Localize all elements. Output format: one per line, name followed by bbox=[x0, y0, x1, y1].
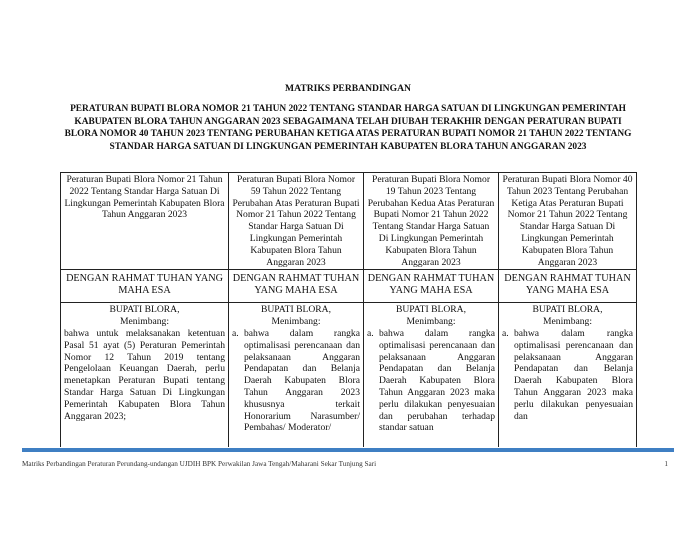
rahmat-cell: DENGAN RAHMAT TUHAN YANG MAHA ESA bbox=[364, 270, 499, 303]
menimbang-heading: Menimbang: bbox=[406, 316, 456, 328]
item-label: a. bbox=[232, 327, 239, 339]
menimbang-cell bbox=[364, 303, 499, 447]
table-header-cell: Peraturan Bupati Blora Nomor 21 Tahun 2022 Tentang Standar Harga Satuan Di Lingkungan Pemerintah Kabupaten Blora Tahun Anggaran 2023 bbox=[61, 173, 229, 270]
menimbang-text: bahwa dalam rangka optimalisasi perencanaan dan pelaksanaan Anggaran Pendapatan dan Belanja Daerah Kabupaten Blora Tahun Anggaran 2023 khususnya terkait Honorarium Narasumber/ Pembahas/ Moderator/ bbox=[244, 327, 360, 434]
page-number: 1 bbox=[664, 460, 668, 468]
menimbang-row bbox=[61, 303, 637, 447]
menimbang-heading: Menimbang: bbox=[542, 316, 593, 328]
item-label: a. bbox=[502, 327, 509, 339]
page-footer bbox=[22, 460, 674, 468]
menimbang-text: bahwa untuk melaksanakan ketentuan Pasal 51 ayat (5) Peraturan Pemerintah Nomor 12 Tahun 2019 tentang Pengelolaan Keuangan Daerah, perlu menetapkan Peraturan Bupati tentang Standar Harga Satuan Di Lingkungan Pemerintah Kabupaten Blora Tahun Anggaran 2023; bbox=[64, 327, 225, 422]
bupati-heading: BUPATI BLORA, bbox=[532, 304, 603, 316]
menimbang-heading: Menimbang: bbox=[271, 316, 321, 328]
rahmat-cell: DENGAN RAHMAT TUHAN YANG MAHA ESA bbox=[499, 270, 637, 303]
menimbang-cell bbox=[61, 303, 229, 447]
document-title: MATRIKS PERBANDINGAN bbox=[285, 83, 411, 94]
rahmat-cell: DENGAN RAHMAT TUHAN YANG MAHA ESA bbox=[61, 270, 229, 303]
menimbang-text: bahwa dalam rangka optimalisasi perencanaan dan pelaksanaan Anggaran Pendapatan dan Belanja Daerah Kabupaten Blora Tahun Anggaran 2023 maka perlu dilakukan penyesuaian dan bbox=[514, 327, 633, 422]
menimbang-cell bbox=[499, 303, 637, 447]
menimbang-text: bahwa dalam rangka optimalisasi perencanaan dan pelaksanaan Anggaran Pendapatan dan Belanja Daerah Kabupaten Blora Tahun Anggaran 2023 maka perlu dilakukan penyesuaian dan perubahan terhadap standar satuan bbox=[379, 327, 495, 434]
footer-text: Matriks Perbandingan Peraturan Perundang-undangan UJDIH BPK Perwakilan Jawa Tengah/Maharani Sekar Tunjung Sari bbox=[22, 460, 377, 468]
bupati-heading: BUPATI BLORA, bbox=[109, 304, 180, 316]
menimbang-heading: Menimbang: bbox=[119, 316, 170, 328]
rahmat-row bbox=[61, 270, 637, 303]
document-subtitle: PERATURAN BUPATI BLORA NOMOR 21 TAHUN 2022 TENTANG STANDAR HARGA SATUAN DI LINGKUNGAN PEMERINTAH KABUPATEN BLORA TAHUN ANGGARAN 2023 SEBAGAIMANA TELAH DIUBAH TERAKHIR DENGAN PERATURAN BUPATI BLORA NOMOR 40 TAHUN 2023 TENTANG PERUBAHAN KETIGA ATAS PERATURAN BUPATI NOMOR 21 TAHUN 2022 TENTANG STANDAR HARGA SATUAN DI LINGKUNGAN PEMERINTAH KABUPATEN BLORA TAHUN ANGGARAN 2023 bbox=[64, 104, 632, 152]
menimbang-cell bbox=[229, 303, 364, 447]
table-header-row bbox=[61, 173, 637, 270]
bupati-heading: BUPATI BLORA, bbox=[395, 304, 466, 316]
item-label: a. bbox=[367, 327, 374, 339]
comparison-table bbox=[60, 172, 637, 447]
table-header-cell: Peraturan Bupati Blora Nomor 19 Tahun 2023 Tentang Perubahan Kedua Atas Peraturan Bupati Nomor 21 Tahun 2022 Tentang Standar Harga Satuan Di Lingkungan Pemerintah Kabupaten Blora Tahun Anggaran 2023 bbox=[364, 173, 499, 270]
footer-rule bbox=[22, 448, 674, 452]
table-header-cell: Peraturan Bupati Blora Nomor 59 Tahun 2022 Tentang Perubahan Atas Peraturan Bupati Nomor 21 Tahun 2022 Tentang Standar Harga Satuan Di Lingkungan Pemerintah Kabupaten Blora Tahun Anggaran 2023 bbox=[229, 173, 364, 270]
table-header-cell: Peraturan Bupati Blora Nomor 40 Tahun 2023 Tentang Perubahan Ketiga Atas Peraturan Bupati Nomor 21 Tahun 2022 Tentang Standar Harga Satuan Di Lingkungan Pemerintah Kabupaten Blora Tahun Anggaran 2023 bbox=[499, 173, 637, 270]
bupati-heading: BUPATI BLORA, bbox=[260, 304, 331, 316]
rahmat-cell: DENGAN RAHMAT TUHAN YANG MAHA ESA bbox=[229, 270, 364, 303]
